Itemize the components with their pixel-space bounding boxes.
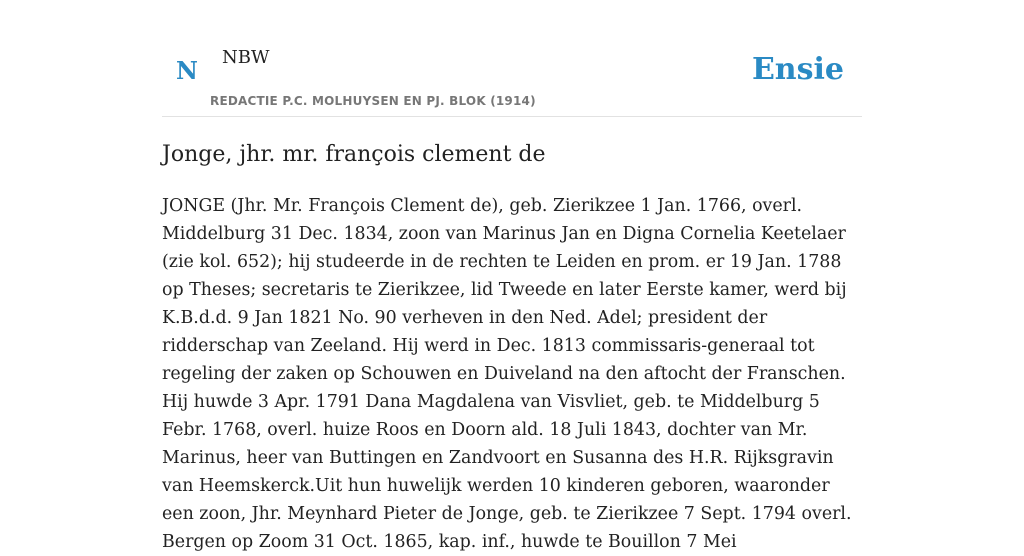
article-title: Jonge, jhr. mr. françois clement de	[162, 142, 546, 167]
source-name[interactable]: NBW	[222, 47, 270, 68]
source-logo-letter[interactable]: N	[176, 56, 198, 85]
article-body: JONGE (Jhr. Mr. François Clement de), geb. Zierikzee 1 Jan. 1766, overl. Middelburg 31 Dec. 1834, zoon van Marinus Jan en Digna Cornelia Keetelaer (zie kol. 652); hij studeerde in de rechten te Leiden en prom. er 19 Jan. 1788 op Theses; secretaris te Zierikzee, lid Tweede en later Eerste kamer, werd bij K.B.d.d. 9 Jan 1821 No. 90 verheven in den Ned. Adel; president der ridderschap van Zeeland. Hij werd in Dec. 1813 commissaris-generaal tot regeling der zaken op Schouwen en Duiveland na den aftocht der Franschen. Hij huwde 3 Apr. 1791 Dana Magdalena van Visvliet, geb. te Middelburg 5 Febr. 1768, overl. huize Roos en Doorn ald. 18 Juli 1843, dochter van Mr. Marinus, heer van Buttingen en Zandvoort en Susanna des H.R. Rijksgravin van Heemskerck.Uit hun huwelijk werden 10 kinderen geboren, waaronder een zoon, Jhr. Meynhard Pieter de Jonge, geb. te Zierikzee 7 Sept. 1794 overl. Bergen op Zoom 31 Oct. 1865, kap. inf., huwde te Bouillon 7 Mei	[162, 196, 852, 552]
source-header	[162, 0, 862, 117]
brand-logo-link[interactable]: Ensie	[751, 52, 844, 87]
source-subtitle: REDACTIE P.C. MOLHUYSEN EN PJ. BLOK (1914)	[210, 94, 536, 108]
